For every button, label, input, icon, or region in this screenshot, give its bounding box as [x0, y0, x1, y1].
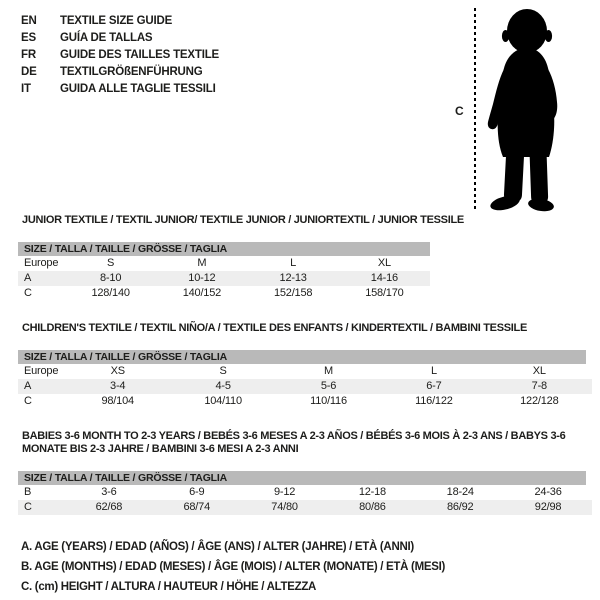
- table-cell: L: [430, 365, 437, 377]
- table-cell: XL: [377, 257, 391, 269]
- language-code: EN: [21, 15, 37, 27]
- language-title: TEXTILGRÖßENFÜHRUNG: [60, 66, 203, 78]
- language-list: [21, 13, 219, 98]
- legend-notes: [18, 537, 594, 597]
- language-title: TEXTILE SIZE GUIDE: [60, 15, 173, 27]
- legend-note: B. AGE (MONTHS) / EDAD (MESES) / ÂGE (MOIS) / ALTER (MONATE) / ETÀ (MESI): [21, 561, 446, 573]
- table-row: [18, 500, 592, 515]
- table-cell: 5-6: [320, 380, 337, 392]
- row-label: A: [24, 380, 32, 392]
- table-row: [18, 364, 592, 379]
- table-cell: 12-13: [279, 272, 307, 284]
- table-cell: 98/104: [101, 395, 134, 407]
- table-cell: 80/86: [359, 501, 386, 513]
- row-label: A: [24, 272, 32, 284]
- legend-note: C. (cm) HEIGHT / ALTURA / HAUTEUR / HÖHE / ALTEZZA: [21, 581, 317, 593]
- language-row: [21, 81, 219, 98]
- table-cell: 158/170: [365, 287, 404, 299]
- table-cell: 62/68: [95, 501, 123, 513]
- table-cell: 6-9: [189, 486, 205, 498]
- row-label: B: [24, 486, 32, 498]
- table-size-header: SIZE / TALLA / TAILLE / GRÖSSE / TAGLIA: [18, 242, 430, 256]
- table-cell: 3-4: [110, 380, 126, 392]
- table-cell: S: [107, 257, 115, 269]
- table-cell: 6-7: [426, 380, 442, 392]
- size-figure: [452, 5, 600, 215]
- table-row: [18, 271, 430, 286]
- table-row: [18, 485, 592, 500]
- language-code: IT: [21, 83, 31, 95]
- table-cell: XS: [110, 365, 125, 377]
- table-row: [18, 286, 430, 301]
- table-cell: 140/152: [182, 287, 222, 299]
- language-code: ES: [21, 32, 36, 44]
- table-row: [18, 394, 592, 409]
- table-size-header: SIZE / TALLA / TAILLE / GRÖSSE / TAGLIA: [18, 350, 586, 364]
- table-cell: M: [324, 365, 333, 377]
- language-row: [21, 30, 219, 47]
- row-label: C: [24, 287, 32, 299]
- table-cell: S: [219, 365, 227, 377]
- content-area: [18, 214, 594, 597]
- table-cell: M: [197, 257, 207, 269]
- table-title: JUNIOR TEXTILE / TEXTIL JUNIOR/ TEXTILE JUNIOR / JUNIORTEXTIL / JUNIOR TESSILE: [22, 214, 464, 226]
- table-cell: 8-10: [100, 272, 122, 284]
- language-row: [21, 13, 219, 30]
- table-cell: 24-36: [534, 486, 562, 498]
- table-row: [18, 256, 430, 271]
- row-label: Europe: [24, 365, 59, 377]
- language-code: DE: [21, 66, 37, 78]
- table-cell: 74/80: [271, 501, 298, 513]
- table-cell: 7-8: [531, 380, 547, 392]
- table-row: [18, 379, 592, 394]
- language-row: [21, 64, 219, 81]
- table-cell: 9-12: [273, 486, 296, 498]
- table-title: CHILDREN'S TEXTILE / TEXTIL NIÑO/A / TEXTILE DES ENFANTS / KINDERTEXTIL / BAMBINI TESSILE: [22, 322, 527, 334]
- table-cell: XL: [532, 365, 546, 377]
- row-label: C: [24, 501, 32, 513]
- table-cell: 104/110: [204, 395, 242, 407]
- legend-note: A. AGE (YEARS) / EDAD (AÑOS) / ÂGE (ANS) / ALTER (JAHRE) / ETÀ (ANNI): [21, 541, 414, 553]
- row-label: C: [24, 395, 32, 407]
- size-table: [18, 430, 594, 515]
- table-cell: 18-24: [446, 486, 474, 498]
- size-table: [18, 214, 594, 301]
- height-measure-label: C: [455, 104, 464, 118]
- table-cell: 86/92: [446, 501, 474, 513]
- language-row: [21, 47, 219, 64]
- table-cell: 10-12: [188, 272, 216, 284]
- table-cell: 4-5: [215, 380, 231, 392]
- table-cell: 12-18: [358, 486, 386, 498]
- language-title: GUIDA ALLE TAGLIE TESSILI: [60, 83, 216, 95]
- table-cell: 3-6: [101, 486, 117, 498]
- height-measure-dashed-line: [474, 8, 476, 209]
- table-cell: 122/128: [520, 395, 559, 407]
- size-tables: [18, 214, 594, 515]
- table-cell: 68/74: [183, 501, 210, 513]
- table-cell: L: [290, 257, 297, 269]
- table-cell: 92/98: [534, 501, 562, 513]
- table-cell: 110/116: [310, 395, 347, 407]
- table-size-header: SIZE / TALLA / TAILLE / GRÖSSE / TAGLIA: [18, 471, 586, 485]
- table-title: BABIES 3-6 MONTH TO 2-3 YEARS / BEBÉS 3-6 MESES A 2-3 AÑOS / BÉBÉS 3-6 MOIS À 2-3 ANS / BABYS 3-6 MONATE BIS 2-3 JAHRE / BAMBINI 3-6 MESI A 2-3 ANNI: [22, 430, 566, 455]
- language-title: GUIDE DES TAILLES TEXTILE: [60, 49, 219, 61]
- table-cell: 152/158: [273, 287, 313, 299]
- table-cell: 116/122: [415, 395, 453, 407]
- language-title: GUÍA DE TALLAS: [60, 32, 153, 44]
- table-cell: 128/140: [91, 287, 130, 299]
- toddler-silhouette-icon: [484, 7, 566, 212]
- language-code: FR: [21, 49, 36, 61]
- table-cell: 14-16: [370, 272, 398, 284]
- size-table: [18, 322, 594, 409]
- row-label: Europe: [24, 257, 59, 269]
